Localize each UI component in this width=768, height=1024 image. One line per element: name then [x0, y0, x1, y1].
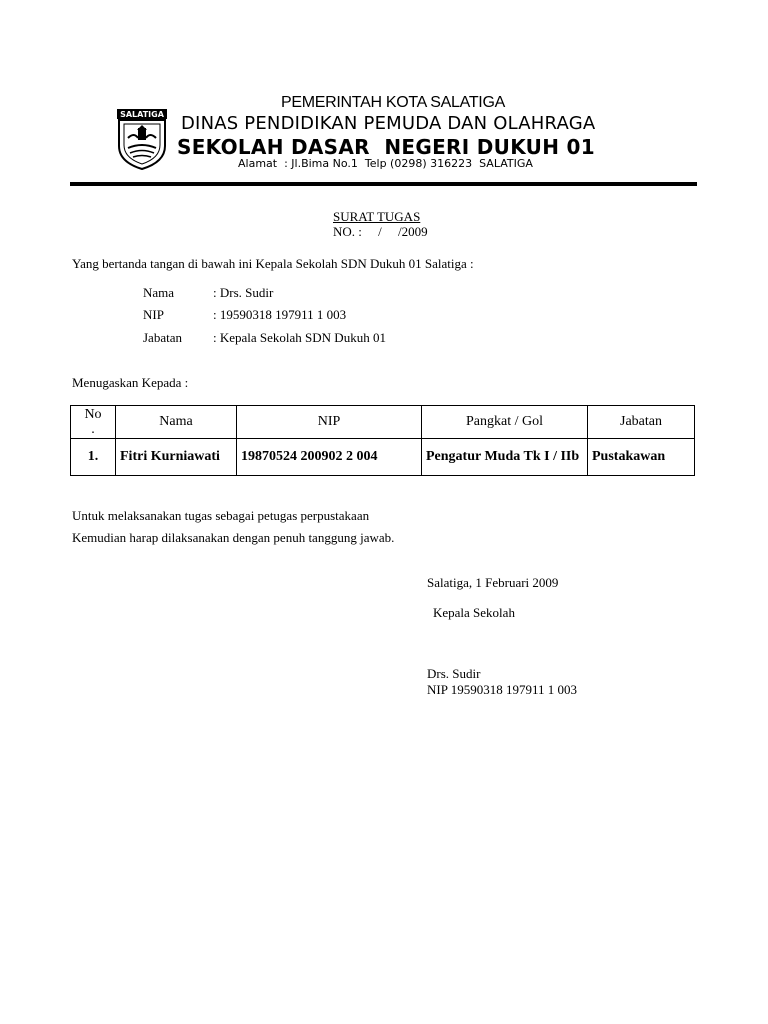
- signer-nip: NIP 19590318 197911 1 003: [427, 682, 577, 697]
- assign-label: Menugaskan Kepada :: [72, 375, 189, 390]
- intro-paragraph: Yang bertanda tangan di bawah ini Kepala Sekolah SDN Dukuh 01 Salatiga :: [72, 256, 474, 271]
- field-value-nip: : 19590318 197911 1 003: [213, 307, 347, 322]
- header-divider: [70, 182, 697, 186]
- assignment-table: [70, 405, 695, 476]
- header-no: No .: [71, 406, 116, 439]
- letterhead-government: PEMERINTAH KOTA SALATIGA: [281, 94, 505, 111]
- letterhead-department: DINAS PENDIDIKAN PEMUDA DAN OLAHRAGA: [181, 113, 596, 134]
- cell-no: 1.: [71, 439, 116, 476]
- table-row: [71, 439, 695, 476]
- purpose-line: Untuk melaksanakan tugas sebagai petugas perpustakaan: [72, 508, 370, 523]
- field-label-nip: NIP: [143, 307, 164, 322]
- signer-title: Kepala Sekolah: [433, 605, 515, 620]
- field-value-jabatan: : Kepala Sekolah SDN Dukuh 01: [213, 330, 386, 345]
- letterhead-address: Alamat : Jl.Bima No.1 Telp (0298) 316223 SALATIGA: [238, 157, 533, 170]
- header-pangkat: Pangkat / Gol: [422, 406, 588, 439]
- signer-name: Drs. Sudir: [427, 666, 481, 681]
- cell-nip: 19870524 200902 2 004: [237, 439, 422, 476]
- field-label-nama: Nama: [143, 285, 175, 300]
- header-nama: Nama: [116, 406, 237, 439]
- cell-pangkat: Pengatur Muda Tk I / IIb: [422, 439, 588, 476]
- table-header-row: [71, 406, 695, 439]
- letter-title: SURAT TUGAS: [333, 209, 421, 224]
- svg-text:SALATIGA: SALATIGA: [120, 110, 164, 119]
- header-jabatan: Jabatan: [588, 406, 695, 439]
- cell-jabatan: Pustakawan: [588, 439, 695, 476]
- city-logo-icon: [116, 108, 168, 170]
- place-date: Salatiga, 1 Februari 2009: [427, 575, 559, 590]
- letterhead-school-name: SEKOLAH DASAR NEGERI DUKUH 01: [177, 135, 595, 159]
- field-value-nama: : Drs. Sudir: [213, 285, 274, 300]
- header-nip: NIP: [237, 406, 422, 439]
- cell-nama: Fitri Kurniawati: [116, 439, 237, 476]
- letter-number: NO. : / /2009: [333, 224, 428, 239]
- field-label-jabatan: Jabatan: [143, 330, 182, 345]
- closing-line: Kemudian harap dilaksanakan dengan penuh tanggung jawab.: [72, 530, 395, 545]
